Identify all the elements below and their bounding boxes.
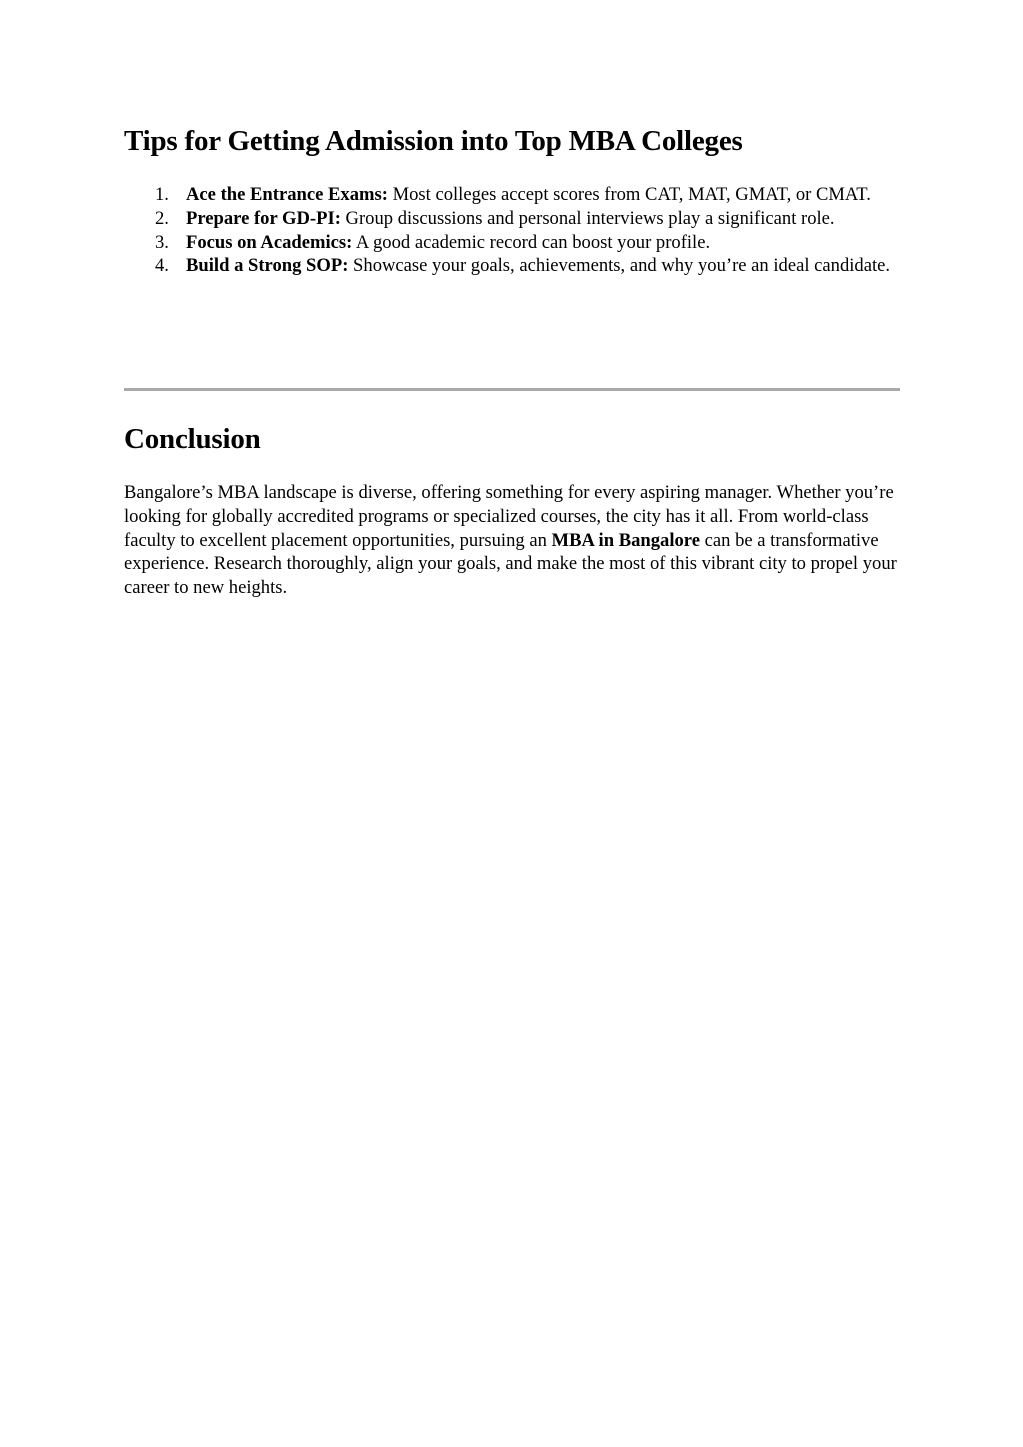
list-item xyxy=(124,207,900,231)
list-item-text: Group discussions and personal interviews play a significant role. xyxy=(340,207,835,229)
list-item-text: A good academic record can boost your profile. xyxy=(352,231,711,253)
list-item-number: 4. xyxy=(155,255,169,277)
list-item xyxy=(124,183,900,207)
list-item-number: 3. xyxy=(155,231,169,253)
list-item-text: Showcase your goals, achievements, and why you’re an ideal candidate. xyxy=(348,255,891,277)
list-item-term: Prepare for GD-PI: xyxy=(186,207,341,229)
conclusion-text-before: Bangalore’s MBA landscape is diverse, offering something for every aspiring manager. Whether you’re looking for globally accredited programs or specialized courses, the city has it all. From world-class faculty to excellent placement opportunities, pursuing an xyxy=(124,482,894,551)
list-item-number: 1. xyxy=(155,184,169,205)
list-item-text: Most colleges accept scores from CAT, MAT, GMAT, or CMAT. xyxy=(387,184,871,205)
list-item xyxy=(124,231,900,255)
conclusion-emphasis: MBA in Bangalore xyxy=(551,529,700,551)
conclusion-text-after: can be a transformative experience. Research thoroughly, align your goals, and make the most of this vibrant city to propel your career to new heights. xyxy=(124,529,897,599)
list-item xyxy=(124,254,900,278)
conclusion-paragraph xyxy=(124,481,900,600)
list-item-number: 2. xyxy=(155,207,169,229)
list-item-term: Build a Strong SOP: xyxy=(186,255,349,277)
list-item-term: Focus on Academics: xyxy=(186,231,353,253)
tips-list xyxy=(124,183,900,278)
section-divider xyxy=(124,388,900,391)
conclusion-heading: Conclusion xyxy=(124,423,261,455)
list-item-term: Ace the Entrance Exams: xyxy=(186,184,388,205)
tips-heading: Tips for Getting Admission into Top MBA Colleges xyxy=(124,125,743,157)
